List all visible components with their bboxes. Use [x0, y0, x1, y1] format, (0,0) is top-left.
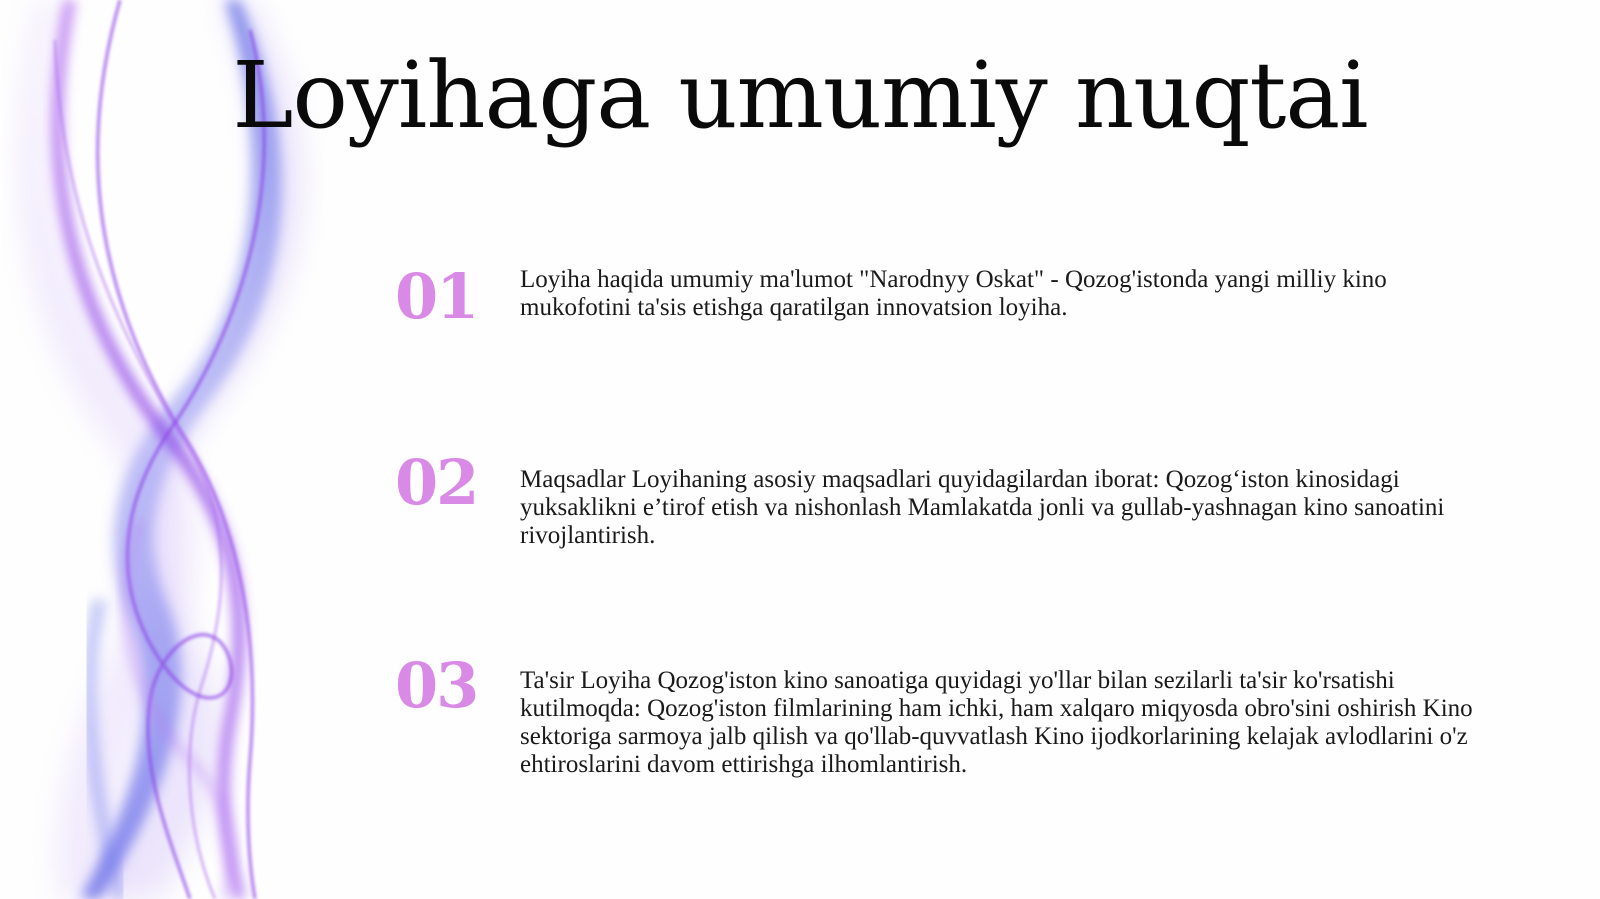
list-item	[395, 446, 1475, 550]
item-number: 01	[395, 260, 478, 333]
item-text: Maqsadlar Loyihaning asosiy maqsadlari quyidagilardan iborat: Qozog‘iston kinosidagi yuksaklikni e’tirof etish va nishonlash Mamlakatda jonli va gullab-yashnagan kino sanoatini rivojlantirish.	[520, 466, 1445, 549]
item-text: Loyiha haqida umumiy ma'lumot "Narodnyy Oskat" - Qozog'istonda yangi milliy kino mukofotini ta'sis etishga qaratilgan innovatsion loyiha.	[520, 266, 1387, 321]
list-item	[395, 260, 1475, 333]
item-text: Ta'sir Loyiha Qozog'iston kino sanoatiga quyidagi yo'llar bilan sezilarli ta'sir ko'rsatishi kutilmoqda: Qozog'iston filmlarining ham ichki, ham xalqaro miqyosda obro'sini oshirish Kino sektoriga sarmoya jalb qilish va qo'llab-quvvatlash Kino ijodkorlarining kelajak avlodlarini o'z ehtiroslarini davom ettirishga ilhomlantirish.	[520, 667, 1473, 778]
item-number: 02	[395, 446, 478, 519]
list-item	[395, 649, 1475, 779]
item-number: 03	[395, 649, 478, 722]
slide-title: Loyihaga umumiy nuqtai	[232, 42, 1368, 149]
